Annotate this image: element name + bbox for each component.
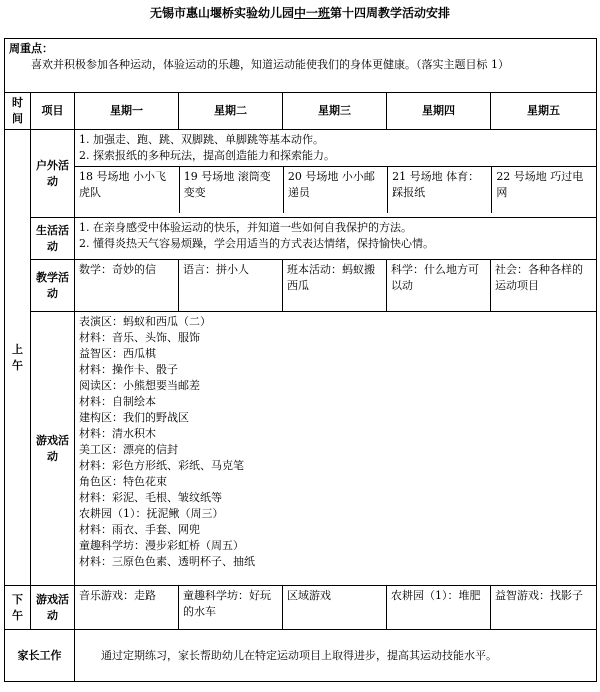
outdoor-goal: 2. 探索报纸的多种玩法，提高创造能力和探索能力。 <box>79 149 335 162</box>
game-label: 游戏活动 <box>31 312 75 586</box>
header-day: 星期二 <box>179 93 283 130</box>
header-day: 星期四 <box>387 93 491 130</box>
page-title: 无锡市惠山堰桥实验幼儿园中一班第十四周教学活动安排 <box>149 6 451 20</box>
game-line: 材料：自制绘本 <box>79 395 156 408</box>
game-line: 材料：操作卡、骰子 <box>79 363 178 376</box>
outdoor-goal: 1. 加强走、跑、跳、双脚跳、单脚跳等基本动作。 <box>79 133 324 146</box>
afternoon-day: 农耕园（1）：堆肥 <box>387 586 491 630</box>
afternoon-day: 区域游戏 <box>283 586 387 630</box>
afternoon-day: 音乐游戏：走路 <box>75 586 179 630</box>
game-line: 益智区：西瓜棋 <box>79 347 156 360</box>
morning-label: 上午 <box>5 130 31 586</box>
teaching-day: 语言：拼小人 <box>179 260 283 312</box>
game-line: 农耕园（1）：抚泥鳅（周三） <box>79 507 224 520</box>
outdoor-day: 21 号场地 体育：踩报纸 <box>388 167 492 213</box>
game-line: 建构区：我们的野战区 <box>79 411 189 424</box>
outdoor-day: 22 号场地 巧过电网 <box>492 167 596 213</box>
outdoor-day: 18 号场地 小小飞虎队 <box>75 167 179 213</box>
game-line: 童趣科学坊：漫步彩虹桥（周五） <box>79 539 244 552</box>
teaching-day: 社会：各种各样的运动项目 <box>491 260 597 312</box>
game-line: 表演区：蚂蚁和西瓜（二） <box>79 315 211 328</box>
game-line: 材料：三原色色素、透明杯子、抽纸 <box>79 555 255 568</box>
outdoor-day: 19 号场地 滚筒变变变 <box>179 167 283 213</box>
teaching-day: 数学：奇妙的信 <box>75 260 179 312</box>
class-name: 中一班 <box>293 6 330 20</box>
game-line: 材料：彩色方形纸、彩纸、马克笔 <box>79 459 244 472</box>
teaching-day: 科学：什么地方可以动 <box>387 260 491 312</box>
life-label: 生活活动 <box>31 218 75 260</box>
game-line: 美工区：漂亮的信封 <box>79 443 178 456</box>
game-line: 材料：音乐、头饰、服饰 <box>79 331 200 344</box>
parents-label: 家长工作 <box>5 630 75 682</box>
outdoor-day: 20 号场地 小小邮递员 <box>283 167 387 213</box>
life-goal: 1. 在亲身感受中体验运动的快乐，并知道一些如何自我保护的方法。 <box>79 221 412 234</box>
game-line: 材料：彩泥、毛根、皱纹纸等 <box>79 491 222 504</box>
teaching-day: 班本活动：蚂蚁搬西瓜 <box>283 260 387 312</box>
outdoor-cell <box>75 130 597 218</box>
afternoon-game-label: 游戏活动 <box>31 586 75 630</box>
afternoon-day: 益智游戏：找影子 <box>491 586 597 630</box>
life-cell <box>75 218 597 260</box>
game-line: 材料：雨衣、手套、网兜 <box>79 523 200 536</box>
game-line: 材料：清水积木 <box>79 427 156 440</box>
afternoon-day: 童趣科学坊：好玩的水车 <box>179 586 283 630</box>
game-cell <box>75 312 597 586</box>
teaching-label: 教学活动 <box>31 260 75 312</box>
header-day: 星期三 <box>283 93 387 130</box>
header-day: 星期一 <box>75 93 179 130</box>
schedule-table <box>4 38 597 682</box>
parents-cell: 通过定期练习，家长帮助幼儿在特定运动项目上取得进步，提高其运动技能水平。 <box>75 630 597 682</box>
header-day: 星期五 <box>491 93 597 130</box>
life-goal: 2. 懂得炎热天气容易烦躁，学会用适当的方式表达情绪，保持愉快心情。 <box>79 237 434 250</box>
afternoon-label: 下午 <box>5 586 31 630</box>
week-focus: 周重点： 喜欢并积极参加各种运动，体验运动的乐趣，知道运动能使我们的身体更健康。（落实主题目标 1） <box>5 39 597 93</box>
game-line: 角色区：特色花束 <box>79 475 167 488</box>
header-item: 项目 <box>31 93 75 130</box>
game-line: 阅读区：小熊想要当邮差 <box>79 379 200 392</box>
header-time: 时间 <box>5 93 31 130</box>
outdoor-label: 户外活动 <box>31 130 75 218</box>
